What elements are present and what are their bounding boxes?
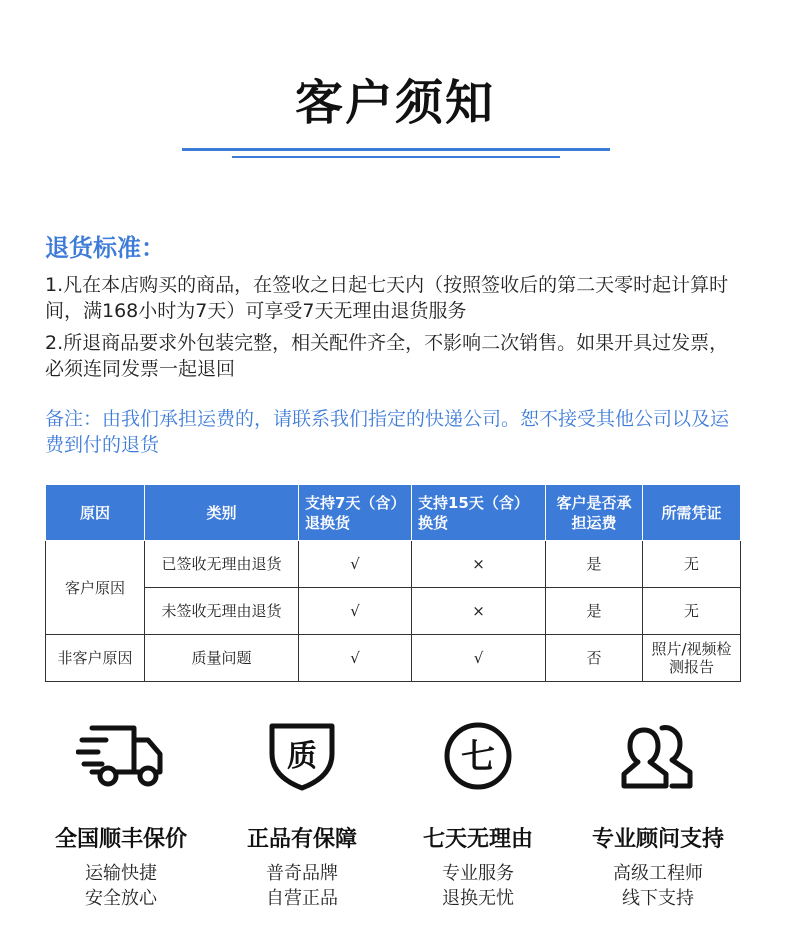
row-15day: × bbox=[412, 541, 546, 588]
consultants-icon bbox=[620, 720, 696, 792]
feature-line: 高级工程师 bbox=[613, 863, 703, 884]
feature-title: 七天无理由 bbox=[422, 827, 533, 852]
header-reason: 原因 bbox=[46, 485, 145, 541]
group-customer-reason: 客户原因 bbox=[46, 541, 145, 635]
header-proof: 所需凭证 bbox=[643, 485, 741, 541]
feature-seven-days bbox=[388, 720, 568, 911]
page-title: 客户须知 bbox=[294, 75, 495, 131]
feature-line: 专业服务 bbox=[442, 863, 514, 884]
row-shipping: 否 bbox=[546, 635, 643, 682]
row-proof: 无 bbox=[643, 588, 741, 635]
group-noncustomer-reason: 非客户原因 bbox=[46, 635, 145, 682]
quality-shield-icon bbox=[266, 720, 338, 792]
title-underline bbox=[182, 148, 610, 151]
feature-title: 专业顾问支持 bbox=[591, 827, 724, 852]
feature-line: 自营正品 bbox=[266, 888, 338, 909]
row-shipping: 是 bbox=[546, 541, 643, 588]
table-row bbox=[46, 635, 741, 682]
row-shipping: 是 bbox=[546, 588, 643, 635]
row-proof: 照片/视频检测报告 bbox=[643, 635, 741, 682]
table-row bbox=[46, 588, 741, 635]
row-7day: √ bbox=[299, 541, 412, 588]
feature-consultant bbox=[568, 720, 748, 911]
row-15day: × bbox=[412, 588, 546, 635]
title-underline-short bbox=[232, 156, 560, 158]
feature-line: 运输快捷 bbox=[85, 863, 157, 884]
return-rule-2: 2.所退商品要求外包装完整，相关配件齐全，不影响二次销售。如果开具过发票，必须连同发票一起退回 bbox=[45, 332, 729, 380]
return-standard-heading: 退货标准： bbox=[45, 234, 165, 262]
table-row bbox=[46, 541, 741, 588]
feature-line: 线下支持 bbox=[622, 888, 694, 909]
row-category: 已签收无理由退货 bbox=[145, 541, 299, 588]
row-7day: √ bbox=[299, 635, 412, 682]
row-category: 质量问题 bbox=[145, 635, 299, 682]
table-header-row bbox=[46, 485, 741, 541]
feature-title: 正品有保障 bbox=[246, 827, 357, 852]
svg-text:质: 质 bbox=[287, 739, 317, 774]
header-7day-return: 支持7天（含）退换货 bbox=[299, 485, 412, 541]
feature-authentic bbox=[212, 720, 392, 911]
return-policy-table bbox=[45, 484, 741, 682]
row-7day: √ bbox=[299, 588, 412, 635]
header-category: 类别 bbox=[145, 485, 299, 541]
feature-shipping bbox=[31, 720, 211, 911]
feature-line: 普奇品牌 bbox=[266, 863, 338, 884]
row-category: 未签收无理由退货 bbox=[145, 588, 299, 635]
feature-line: 退换无忧 bbox=[442, 888, 514, 909]
header-15day-exchange: 支持15天（含）换货 bbox=[412, 485, 546, 541]
return-rule-1: 1.凡在本店购买的商品，在签收之日起七天内（按照签收后的第二天零时起计算时间，满168小时为7天）可享受7天无理由退货服务 bbox=[45, 274, 729, 322]
row-proof: 无 bbox=[643, 541, 741, 588]
header-shipping-cost: 客户是否承担运费 bbox=[546, 485, 643, 541]
service-features bbox=[0, 720, 790, 920]
feature-line: 安全放心 bbox=[85, 888, 157, 909]
truck-icon bbox=[76, 720, 166, 792]
svg-text:七: 七 bbox=[461, 737, 495, 777]
shipping-note: 备注：由我们承担运费的，请联系我们指定的快递公司。恕不接受其他公司以及运费到付的退货 bbox=[45, 408, 730, 456]
row-15day: √ bbox=[412, 635, 546, 682]
feature-title: 全国顺丰保价 bbox=[54, 827, 187, 852]
seven-days-icon bbox=[442, 720, 514, 792]
